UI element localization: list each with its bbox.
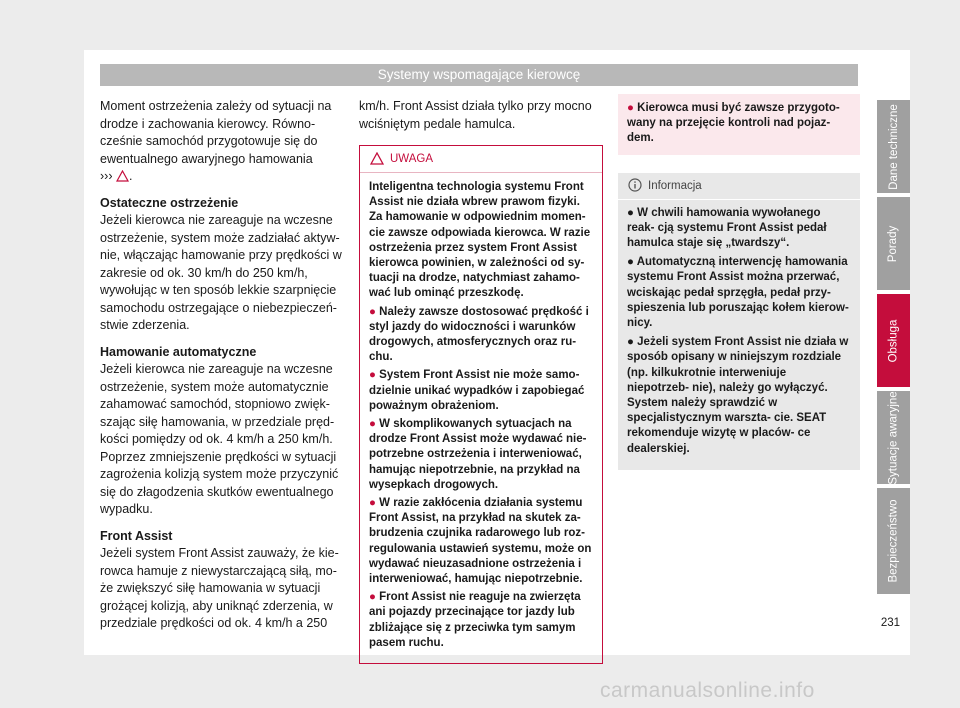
tab-porady[interactable]: Porady [877, 197, 910, 290]
warning-continuation-box: ● Kierowca musi być zawsze przygoto- wany na przejęcie kontroli nad pojaz- dem. [618, 94, 860, 155]
info-body [618, 200, 860, 470]
info-header [618, 173, 860, 200]
paragraph-final-warning: Jeżeli kierowca nie zareaguje na wczesne ostrzeżenie, system może zadziałać aktyw- nie, włączając hamowanie przy prędkości w zakresie od ok. 30 km/h do 250 km/h, wywołując w ten sposób lekkie szarpnięcie samochodu ostrzegające o niebezpieczeń- stwie zderzenia. [100, 213, 342, 332]
tab-dane-techniczne[interactable]: Dane techniczne [877, 100, 910, 193]
info-title: Informacja [648, 179, 702, 192]
warning-item: ● W skomplikowanych sytuacjach na drodze Front Assist może wydawać nie- potrzebne ostrzeżenia i interweniować, hamując niepotrzebnie, na przykład na wysepkach drogowych. [369, 418, 587, 491]
warning-item: ● Front Assist nie reaguje na zwierzęta ani pojazdy przecinające tor jazdy lub zbliżające się z przeciwka tym samym pasem ruchu. [369, 591, 581, 649]
heading-final-warning: Ostateczne ostrzeżenie [100, 195, 239, 210]
info-item: ● W chwili hamowania wywołanego reak- cją systemu Front Assist pedał hamulca staje się „twardszy“. [627, 206, 827, 250]
cross-reference-arrows[interactable]: ››› [100, 169, 113, 183]
warning-lead: Inteligentna technologia systemu Front Assist nie działa wbrew prawom fizyki. Za hamowanie w odpowiednim momen- cie zawsze odpowiada kierowca. W razie ostrzeżenia przez system Front Assist kierowca powinien, w zależności od sy- tuacji na drodze, natychmiast zahamo- wać lub ominąć przeszkodę. [369, 181, 591, 300]
warning-item: ● System Front Assist nie może samo- dzielnie unikać wypadków i zapobiegać poważnym obrażeniom. [369, 369, 585, 412]
warning-box [359, 145, 603, 664]
warning-item: ● W razie zakłócenia działania systemu Front Assist, na przykład na skutek za- brudzenia czujnika radarowego lub roz- regulowania ustawień systemu, może on wydawać nieuzasadnione ostrzeżenia i interweniować, hamując niepotrzebnie. [369, 497, 592, 586]
column-right [618, 98, 860, 470]
intro-paragraph: Moment ostrzeżenia zależy od sytuacji na drodze i zachowania kierowcy. Równo- cześnie samochód przygotowuje się do ewentualnego awaryjnego hamowania ››› . [100, 99, 332, 183]
info-box [618, 173, 860, 470]
info-item: ● Jeżeli system Front Assist nie działa w sposób opisany w niniejszym rozdziale (np. kilkukrotnie interweniuje niepotrzeb- nie), należy go wyłączyć. System należy sprawdzić w specjalistycznym warszta- cie. SEAT rekomenduje wizytę w placów- ce dealerskiej. [627, 336, 849, 455]
info-icon [628, 178, 642, 192]
paragraph-front-assist: Jeżeli system Front Assist zauważy, że kie- rowca hamuje z niewystarczającą siłą, mo- że zwiększyć siłę hamowania w sytuacji grożącej kolizją, aby uniknąć zderzenia, w przedziale prędkości od ok. 4 km/h a 250 [100, 546, 339, 630]
section-header: Systemy wspomagające kierowcę [100, 64, 858, 86]
paragraph-continuation: km/h. Front Assist działa tylko przy mocno wciśniętym pedale hamulca. [359, 99, 592, 131]
warning-icon [116, 170, 129, 182]
warning-header [360, 146, 602, 173]
tab-bezpieczenstwo[interactable]: Bezpieczeństwo [877, 488, 910, 594]
page-number: 231 [880, 617, 900, 629]
warning-item: ● Należy zawsze dostosować prędkość i styl jazdy do widoczności i warunków drogowych, atmosferycznych oraz ru- chu. [369, 305, 589, 364]
heading-front-assist: Front Assist [100, 528, 173, 543]
warning-continuation-text: Kierowca musi być zawsze przygoto- wany na przejęcie kontroli nad pojaz- dem. [627, 102, 840, 145]
warning-title: UWAGA [390, 153, 434, 165]
column-left [100, 98, 348, 633]
tab-sytuacje-awaryjne[interactable]: Sytuacje awaryjne [877, 391, 910, 484]
paragraph-auto-braking: Jeżeli kierowca nie zareaguje na wczesne ostrzeżenie, system może automatycznie zahamować samochód, stopniowo zwięk- szając siłę hamowania, w przedziale pręd- kości pomiędzy od ok. 4 km/h a 250 km/h. Poprzez zmniejszenie prędkości w sytuacji zagrożenia kolizją system może przyczynić się do złagodzenia skutków ewentualnego wypadku. [100, 362, 339, 516]
column-middle [359, 98, 603, 664]
heading-auto-braking: Hamowanie automatyczne [100, 344, 257, 359]
warning-body [360, 173, 602, 663]
tab-obsluga[interactable]: Obsługa [877, 294, 910, 387]
info-item: ● Automatyczną interwencję hamowania systemu Front Assist można przerwać, wciskając pedał sprzęgła, pedał przy- spieszenia lub poruszając kołem kierow- nicy. [627, 256, 849, 330]
warning-icon [370, 152, 384, 165]
watermark: carmanualsonline.info [600, 679, 815, 702]
